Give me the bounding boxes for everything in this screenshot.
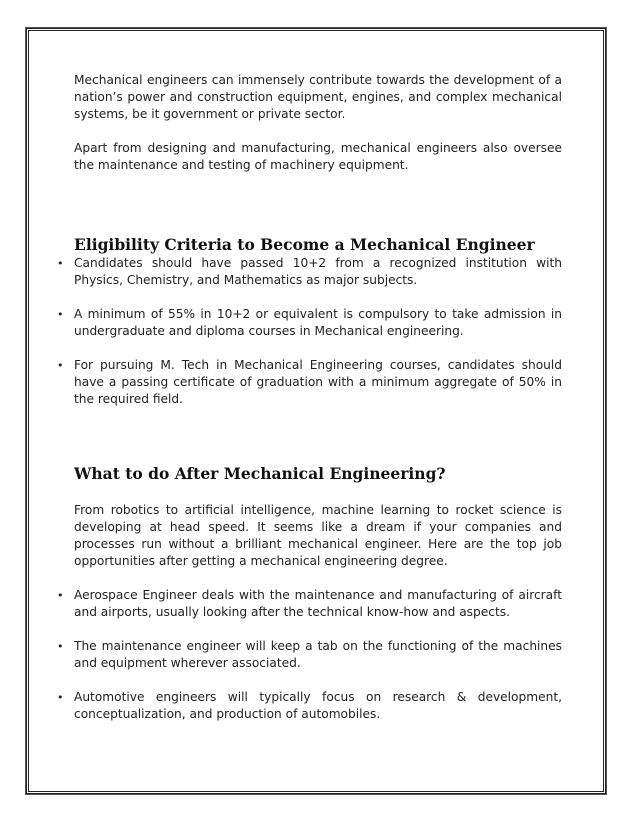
- eligibility-heading: Eligibility Criteria to Become a Mechanical Engineer: [74, 235, 535, 254]
- bullet-icon: •: [57, 359, 64, 372]
- list-item-text: Automotive engineers will typically focus on research & development, conceptualization, and production of automobiles.: [74, 690, 562, 721]
- list-item: [57, 638, 562, 672]
- after-heading: What to do After Mechanical Engineering?: [74, 464, 446, 483]
- list-item-text: Candidates should have passed 10+2 from a recognized institution with Physics, Chemistry, and Mathematics as major subjects.: [74, 256, 562, 287]
- bullet-icon: •: [57, 691, 64, 704]
- list-item-text: For pursuing M. Tech in Mechanical Engineering courses, candidates should have a passing certificate of graduation with a minimum aggregate of 50% in the required field.: [74, 358, 562, 406]
- list-item: [57, 255, 562, 289]
- list-item-text: A minimum of 55% in 10+2 or equivalent is compulsory to take admission in undergraduate and diploma courses in Mechanical engineering.: [74, 307, 562, 338]
- list-item: [57, 689, 562, 723]
- intro-paragraph-1: Mechanical engineers can immensely contribute towards the development of a nation’s power and construction equipment, engines, and complex mechanical systems, be it government or private sector.: [74, 73, 562, 121]
- list-item: [57, 587, 562, 621]
- list-item-text: Aerospace Engineer deals with the maintenance and manufacturing of aircraft and airports, usually looking after the technical know-how and aspects.: [74, 588, 562, 619]
- after-paragraph: From robotics to artificial intelligence, machine learning to rocket science is developing at head speed. It seems like a dream if your companies and processes run without a brilliant mechanical engineer. Here are the top job opportunities after getting a mechanical engineering degree.: [74, 503, 562, 568]
- list-item-text: The maintenance engineer will keep a tab on the functioning of the machines and equipment wherever associated.: [74, 639, 562, 670]
- document-body: [57, 72, 562, 723]
- eligibility-list: [57, 255, 562, 408]
- bullet-icon: •: [57, 257, 64, 270]
- list-item: [57, 357, 562, 408]
- bullet-icon: •: [57, 640, 64, 653]
- intro-paragraph-2: Apart from designing and manufacturing, mechanical engineers also oversee the maintenance and testing of machinery equipment.: [74, 141, 562, 172]
- bullet-icon: •: [57, 308, 64, 321]
- list-item: [57, 306, 562, 340]
- bullet-icon: •: [57, 589, 64, 602]
- career-list: [57, 587, 562, 723]
